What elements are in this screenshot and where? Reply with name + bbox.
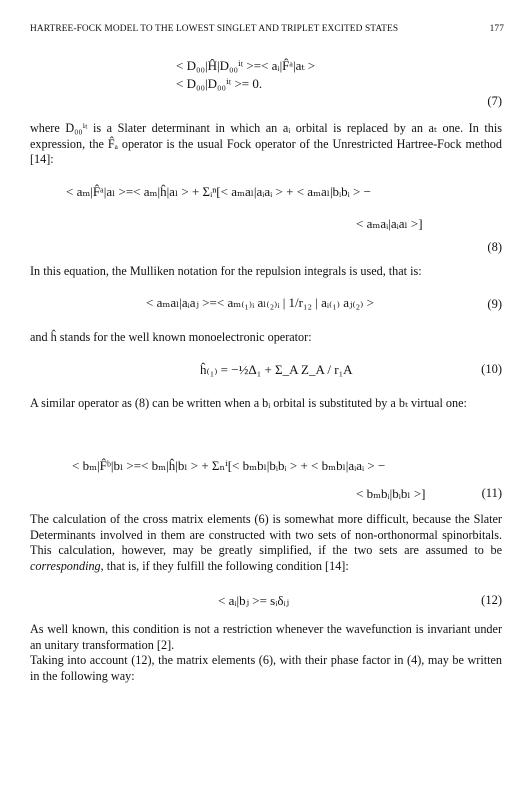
- equation-8-line2: < aₘaᵢ|aᵢaₗ >]: [356, 216, 423, 231]
- equation-12: < aᵢ|bⱼ >= sᵢδᵢⱼ: [218, 593, 290, 608]
- cross-matrix-text-start: The calculation of the cross matrix elements (6) is somewhat more difficult, because the Slater Determinants involved in them are constructed with two sets of non-orthonormal spinorbitals. This calculation, however, may be greatly simplified, if the two sets are assumed to be: [30, 512, 502, 558]
- equation-11-line1: < bₘ|F̂ᵇ|bₗ >=< bₘ|ĥ|bₗ > + Σₙⁱ[< bₘbₗ|bᵢbᵢ > + < bₘbₗ|aᵢaᵢ > −: [72, 458, 386, 473]
- equation-7-line2: < D₀₀|D₀₀ⁱᵗ >= 0.: [176, 76, 263, 91]
- cross-matrix-text-end: , that is, if they fulfill the following condition [14]:: [100, 558, 349, 573]
- paragraph-slater-definition: [30, 121, 502, 168]
- paragraph-slater-definition-text: where D₀₀ⁱᵗ is a Slater determinant in which an aᵢ orbital is replaced by an aₜ one. In this expression, the F̂ₐ operator is the usual Fock operator of the Unrestricted Hartree-Fock method [14]:: [30, 121, 502, 167]
- paragraph-mulliken: In this equation, the Mulliken notation for the repulsion integrals is used, that is:: [30, 264, 422, 278]
- equation-11-number: (11): [481, 486, 502, 500]
- equation-10-number: (10): [481, 362, 502, 376]
- equation-11-line2: < bₘbᵢ|bᵢbₗ >]: [356, 486, 426, 501]
- equation-9: < aₘaₗ|aᵢaⱼ >=< aₘ₍₁₎ᵢ aₗ₍₂₎ᵢ | 1/r₁₂ | aᵢ₍₁₎ aⱼ₍₂₎ >: [146, 295, 374, 310]
- paragraph-similar-operator-text: A similar operator as (8) can be written when a bᵢ orbital is substituted by a bₜ virtual one:: [30, 396, 467, 410]
- paragraph-cross-matrix: [30, 512, 502, 574]
- paragraph-similar-operator: [30, 396, 502, 412]
- paragraph-cross-matrix-text: [30, 512, 502, 574]
- equation-7-line1: < D₀₀|Ĥ|D₀₀ⁱᵗ >=< aᵢ|F̂ᵃ|aₜ >: [176, 58, 316, 73]
- page-number: 177: [489, 24, 504, 34]
- equation-10: ĥ₍₁₎ = −½Δ₁ + Σ_A Z_A / r₁A: [200, 362, 353, 377]
- equation-9-number: (9): [487, 297, 502, 311]
- equation-8-number: (8): [487, 240, 502, 254]
- equation-8-line1: < aₘ|F̂ᵃ|aₗ >=< aₘ|ĥ|aₗ > + Σᵢⁿ[< aₘaₗ|aᵢaᵢ > + < aₘaₗ|bᵢbᵢ > −: [66, 184, 371, 199]
- paragraph-well-known: [30, 622, 502, 684]
- paragraph-well-known-text: As well known, this condition is not a restriction whenever the wavefunction is invariant under an unitary transformation [2].: [30, 622, 502, 652]
- running-header: [30, 24, 504, 38]
- running-title: HARTREE-FOCK MODEL TO THE LOWEST SINGLET AND TRIPLET EXCITED STATES: [30, 24, 399, 34]
- paragraph-taking-into-account: Taking into account (12), the matrix elements (6), with their phase factor in (4), may be written in the following way:: [30, 653, 502, 683]
- paragraph-monoelectronic: and ĥ stands for the well known monoelectronic operator:: [30, 330, 312, 344]
- emphasis-corresponding: corresponding: [30, 558, 101, 573]
- equation-7-number: (7): [487, 94, 502, 108]
- equation-12-number: (12): [481, 593, 502, 607]
